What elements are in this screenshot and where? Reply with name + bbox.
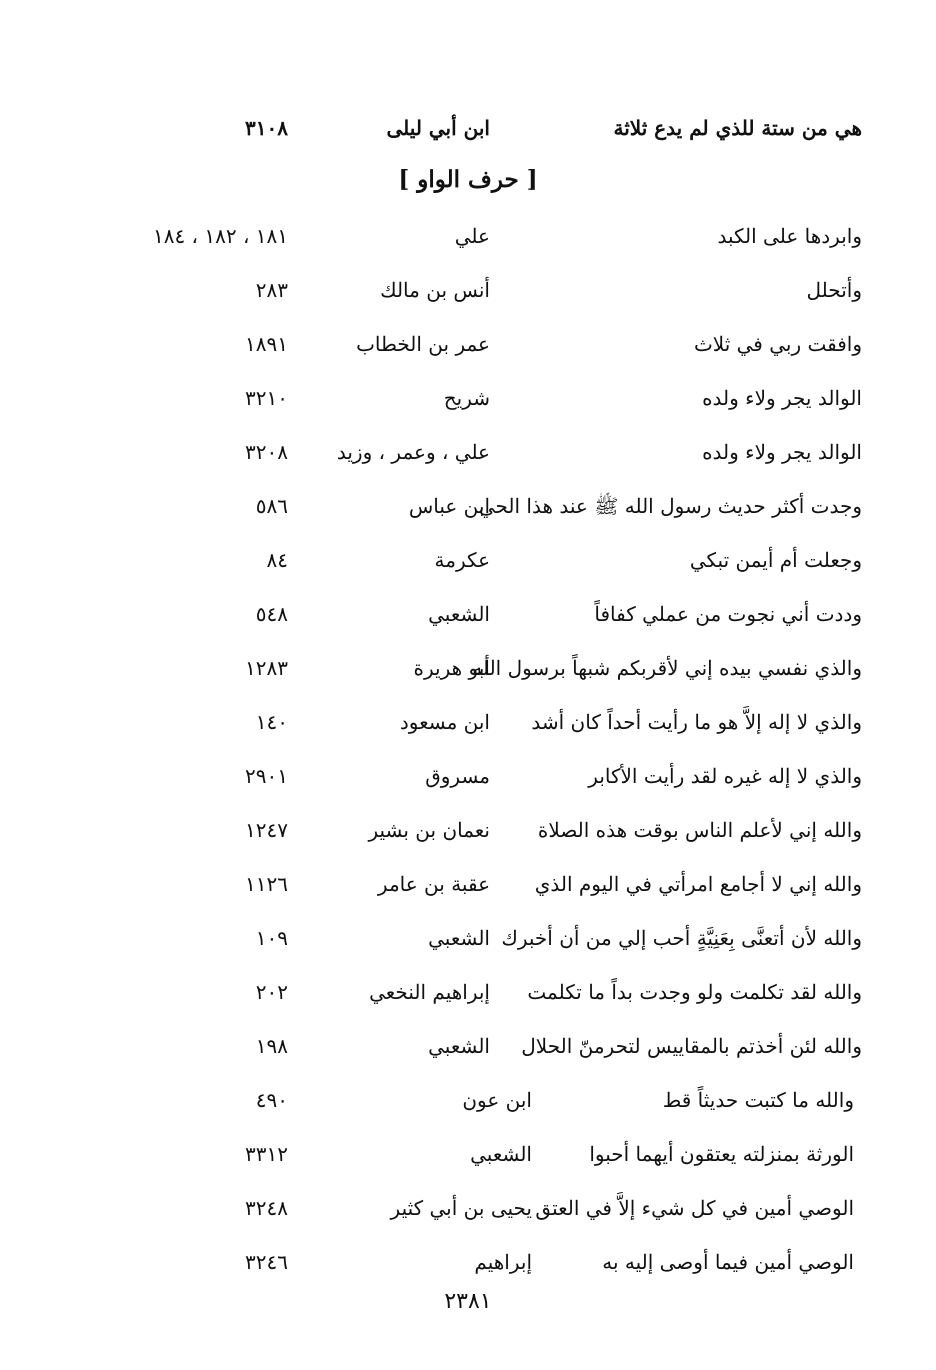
hadith-text: وددت أني نجوت من عملي كفافاً	[594, 602, 862, 626]
index-row	[0, 918, 936, 958]
index-row	[0, 1242, 936, 1282]
reference-number: ٣٢٤٦	[245, 1250, 288, 1274]
narrator-name: شريح	[443, 386, 490, 410]
reference-number: ١١٢٦	[245, 872, 288, 896]
hadith-text: والله إني لأعلم الناس بوقت هذه الصلاة	[537, 818, 862, 842]
narrator-name: عكرمة	[434, 548, 490, 572]
hadith-text: والذي لا إله إلاَّ هو ما رأيت أحداً كان أشد	[531, 710, 862, 734]
index-row	[0, 1134, 936, 1174]
hadith-text: والذي نفسي بيده إني لأقربكم شبهاً برسول الله	[472, 656, 862, 680]
narrator-name: يحيى بن أبي كثير	[390, 1196, 532, 1220]
index-row	[0, 1026, 936, 1066]
index-row	[0, 864, 936, 904]
reference-number: ٥٤٨	[255, 602, 288, 626]
index-row	[0, 702, 936, 742]
narrator-name: عقبة بن عامر	[377, 872, 490, 896]
hadith-text: وأتحلل	[806, 278, 862, 302]
index-row	[0, 540, 936, 580]
reference-number: ١٩٨	[255, 1034, 288, 1058]
hadith-text: وافقت ربي في ثلاث	[693, 332, 862, 356]
index-row	[0, 972, 936, 1012]
reference-number: ٣٢١٠	[245, 386, 288, 410]
index-row-first	[0, 108, 936, 148]
narrator-name: مسروق	[425, 764, 490, 788]
hadith-text: والله لقد تكلمت ولو وجدت بداً ما تكلمت	[527, 980, 862, 1004]
narrator-name: إبراهيم	[474, 1250, 532, 1274]
reference-number: ٨٤	[266, 548, 288, 572]
hadith-text: والله لأن أتعنَّى بِعَنِيَّةٍ أحب إلي من أن أخبرك	[501, 926, 862, 950]
narrator-name: نعمان بن بشير	[368, 818, 490, 842]
narrator-name: الشعبي	[428, 1034, 490, 1058]
reference-number: ٥٨٦	[255, 494, 288, 518]
reference-number: ١٨١ ، ١٨٢ ، ١٨٤	[152, 224, 288, 248]
narrator-name: أبو هريرة	[413, 656, 490, 680]
reference-number: ٣٢٤٨	[245, 1196, 288, 1220]
reference-number: ١٠٩	[255, 926, 288, 950]
index-row	[0, 216, 936, 256]
narrator-name: الشعبي	[470, 1142, 532, 1166]
narrator-name: أنس بن مالك	[380, 278, 490, 302]
index-row	[0, 594, 936, 634]
hadith-text: الوالد يجر ولاء ولده	[702, 386, 862, 410]
index-row	[0, 324, 936, 364]
narrator-name: علي	[454, 224, 490, 248]
narrator-name: ابن مسعود	[399, 710, 490, 734]
narrator-name: ابن أبي ليلى	[386, 116, 490, 140]
reference-number: ٣٢٠٨	[245, 440, 288, 464]
narrator-name: إبراهيم النخعي	[369, 980, 490, 1004]
reference-number: ٢٨٣	[255, 278, 288, 302]
index-row	[0, 648, 936, 688]
reference-number: ١٨٩١	[245, 332, 288, 356]
hadith-text: الوصي أمين في كل شيء إلاَّ في العتق	[535, 1196, 854, 1220]
narrator-name: ابن عون	[462, 1088, 532, 1112]
page-number: ٢٣٨١	[444, 1289, 492, 1314]
hadith-text: هي من ستة للذي لم يدع ثلاثة	[613, 116, 862, 140]
index-row	[0, 1188, 936, 1228]
hadith-text: الورثة بمنزلته يعتقون أيهما أحبوا	[589, 1142, 854, 1166]
index-row	[0, 378, 936, 418]
reference-number: ١٤٠	[255, 710, 288, 734]
reference-number: ١٢٨٣	[245, 656, 288, 680]
hadith-text: الوصي أمين فيما أوصى إليه به	[602, 1250, 854, 1274]
index-row	[0, 486, 936, 526]
section-title: [ حرف الواو ]	[398, 166, 538, 193]
index-row	[0, 756, 936, 796]
narrator-name: عمر بن الخطاب	[356, 332, 490, 356]
narrator-name: ابن عباس	[408, 494, 490, 518]
index-row	[0, 270, 936, 310]
hadith-text: والله إني لا أجامع امرأتي في اليوم الذي	[534, 872, 862, 896]
hadith-text: والله لئن أخذتم بالمقاييس لتحرمنّ الحلال	[521, 1034, 862, 1058]
hadith-text: وجعلت أم أيمن تبكي	[689, 548, 862, 572]
narrator-name: الشعبي	[428, 602, 490, 626]
reference-number: ٢٠٢	[255, 980, 288, 1004]
hadith-text: الوالد يجر ولاء ولده	[702, 440, 862, 464]
hadith-text: وجدت أكثر حديث رسول الله ﷺ عند هذا الحي	[478, 494, 862, 518]
hadith-text: والذي لا إله غيره لقد رأيت الأكابر	[588, 764, 862, 788]
reference-number: ٤٩٠	[255, 1088, 288, 1112]
reference-number: ٣١٠٨	[245, 116, 288, 140]
reference-number: ١٢٤٧	[245, 818, 288, 842]
index-row	[0, 1080, 936, 1120]
index-row	[0, 432, 936, 472]
reference-number: ٣٣١٢	[245, 1142, 288, 1166]
hadith-text: والله ما كتبت حديثاً قط	[662, 1088, 854, 1112]
narrator-name: علي ، وعمر ، وزيد	[336, 440, 490, 464]
hadith-text: وابردها على الكبد	[717, 224, 862, 248]
index-row	[0, 810, 936, 850]
reference-number: ٢٩٠١	[245, 764, 288, 788]
narrator-name: الشعبي	[428, 926, 490, 950]
